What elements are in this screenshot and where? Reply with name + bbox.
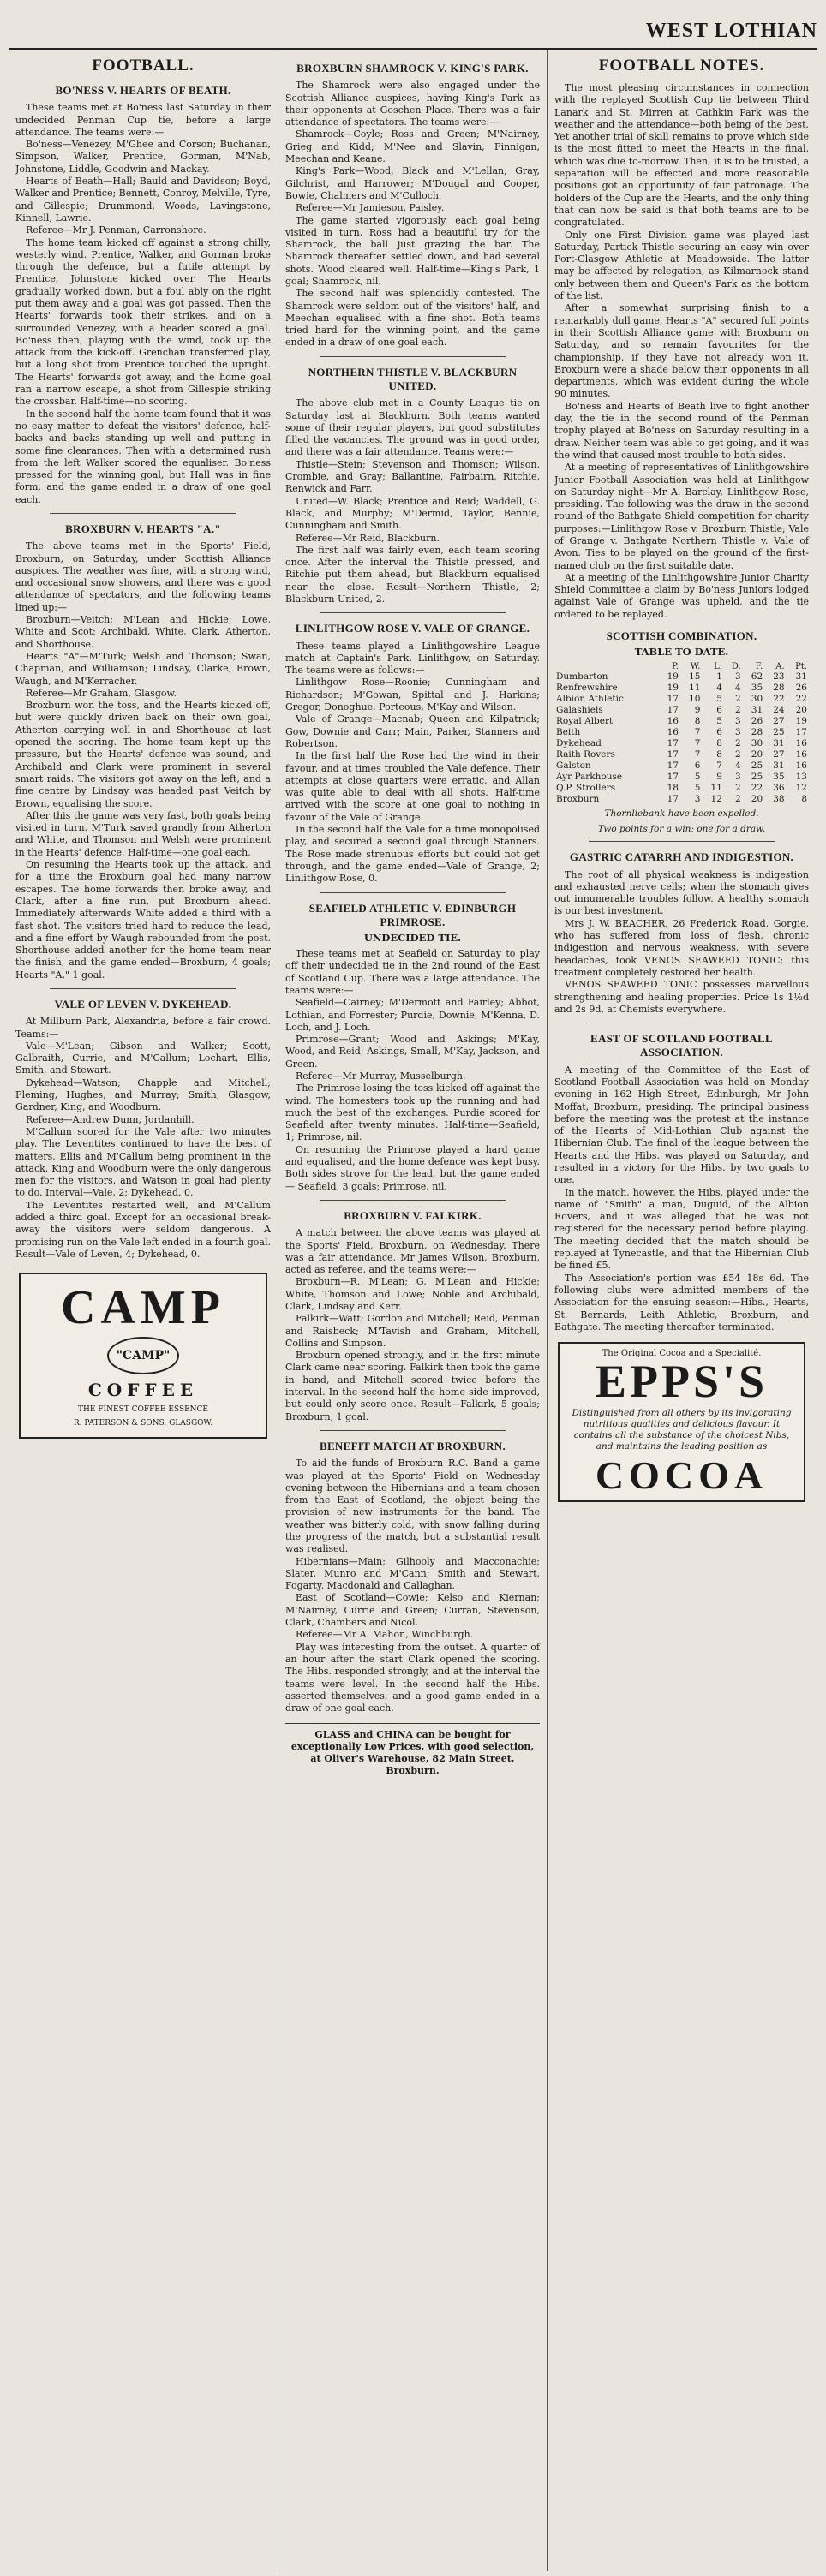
- column-1-articles: [15, 84, 271, 1261]
- article-paragraph: After this the game was very fast, both goals being visited in turn. M'Turk saved grandly from Atherton and White, and Thomson and Welsh were prominent in the Hearts' defence. Half-time—one goal each.: [15, 809, 271, 858]
- stat-cell: 8: [716, 749, 722, 760]
- table-row: [554, 772, 809, 783]
- article: [15, 998, 271, 1261]
- stat-cell: 19: [795, 716, 807, 727]
- divider: [320, 356, 506, 357]
- article-paragraph: At a meeting of the Linlithgowshire Junior Charity Shield Committee a claim by Bo'ness Juniors lodged against Vale of Grange was upheld, and the tie ordered to be replayed.: [554, 571, 809, 620]
- stat-cell: 4: [735, 683, 741, 694]
- stat-cell: 5: [694, 772, 701, 783]
- stat-cell: 35: [751, 683, 763, 694]
- stat-cell: 8: [716, 738, 722, 749]
- article-paragraph: The second half was splendidly contested. The Shamrock were seldom out of the visitors' half, and Meechan equalised with a fine shot. Both teams tried hard for the winning point, and the game ended in a draw of one goal each.: [285, 288, 540, 349]
- advert-brand: EPPS'S: [595, 1356, 769, 1408]
- table-row: [554, 794, 809, 805]
- article-paragraph: These teams met at Seafield on Saturday to play off their undecided tie in the 2nd round of the East of Scotland Cup. There was a large attendance. The teams were:—: [285, 948, 540, 996]
- article-paragraph: Mrs J. W. BEACHER, 26 Frederick Road, Gorgie, who has suffered from loss of flesh, chronic indigestion and nervous weakness, with severe headaches, took VENOS SEAWEED TONIC; this treatment completely restored her health.: [554, 917, 809, 978]
- stat-cell: 17: [795, 727, 807, 738]
- stat-cell: 16: [667, 716, 679, 727]
- stat-cell: 18: [667, 783, 679, 794]
- stat-cell: 31: [773, 738, 785, 749]
- article-paragraph: Referee—Mr J. Penman, Carronshore.: [26, 224, 206, 236]
- article-paragraph: On resuming the Primrose played a hard game and equalised, and the home defence was kept busy. Both sides strove for the lead, but the game ended — Seafield, 3 goals; Primrose, nil.: [285, 1143, 540, 1192]
- gastric-headline: GASTRIC CATARRH AND INDIGESTION.: [569, 850, 794, 864]
- table-header-cell: L.: [714, 662, 722, 672]
- table-header-cell: F.: [755, 662, 763, 672]
- stat-cell: 5: [716, 716, 722, 727]
- advert-maker: R. PATERSON & SONS, GLASGOW.: [73, 1419, 213, 1428]
- league-table-body: [554, 671, 809, 805]
- article-paragraph: Only one First Division game was played last Saturday, Partick Thistle securing an easy win over Port-Glasgow Athletic at Meadowside. The latter may be affected by relegation, as Kilmarnock stand only between them and Queen's Park as the bottom of the list.: [554, 229, 809, 302]
- table-row: [554, 783, 809, 794]
- article-paragraph: Broxburn—R. M'Lean; G. M'Lean and Hickie; White, Thomson and Lowe; Noble and Archibald, Clark, Lindsay and Kerr.: [285, 1276, 540, 1312]
- article: [15, 84, 271, 506]
- article-paragraph: United—W. Black; Prentice and Reid; Waddell, G. Black, and Murphy; M'Dermid, Taylor, Bennie, Cunningham and Smith.: [285, 495, 540, 532]
- table-row: [554, 671, 809, 683]
- divider: [320, 1430, 506, 1431]
- article-paragraph: VENOS SEAWEED TONIC possesses marvellous strengthening and healing properties. Price 1s 1½d and 2s 9d, at Chemists everywhere.: [554, 979, 809, 1015]
- stat-cell: 2: [735, 694, 741, 705]
- article-paragraph: In the first half the Rose had the wind in their favour, and at times troubled the Vale defence. Their attempts at close quarters were erratic, and Allan was quite able to deal with all shots. Half-time arrived with the score at one goal to nothing in favour of the Vale of Grange.: [285, 750, 540, 823]
- stat-cell: 17: [667, 749, 679, 760]
- article: [285, 622, 540, 885]
- stat-cell: 17: [667, 760, 679, 772]
- table-header-cell: A.: [775, 662, 785, 672]
- article-paragraph: After a somewhat surprising finish to a remarkably dull game, Hearts "A" secured full points in their Scottish Alliance game with Broxburn on Saturday, and so remain favourites for the championship, if they have not already won it. Broxburn were a shade below their opponents in all departments, which was evident during the whole 90 minutes.: [554, 302, 809, 400]
- article-paragraph: The Leventites restarted well, and M'Callum added a third goal. Except for an occasional break-away the visitors were seldom dangerous. A promising run on the Vale left ended in a fourth goal. Result—Vale of Leven, 4; Dykehead, 0.: [15, 1199, 271, 1260]
- article: [285, 1209, 540, 1423]
- table-header-cell: Pt.: [795, 662, 807, 672]
- divider: [320, 612, 506, 613]
- stat-cell: 9: [694, 705, 701, 716]
- stat-cell: 22: [751, 783, 763, 794]
- association-body: [554, 1064, 809, 1334]
- table-header-cell: P.: [672, 662, 679, 672]
- stat-cell: 6: [694, 760, 701, 772]
- stat-cell: 25: [751, 772, 763, 783]
- divider: [320, 892, 506, 893]
- article-paragraph: Play was interesting from the outset. A quarter of an hour after the start Clark opened the scoring. The Hibs. responded strongly, and at the interval the teams were level. In the second half the Hibs. asserted themselves, and a good game ended in a draw of one goal each.: [285, 1641, 540, 1714]
- stat-cell: 15: [689, 671, 701, 683]
- article-paragraph: A meeting of the Committee of the East of Scotland Football Association was held on Monday evening in 162 High Street, Edinburgh, Mr John Moffat, Broxburn, presiding. The principal business before the meeting was the protest at the instance of the Hearts of Mid-Lothian Club against the Hibernian Club. The final of the league between the Hearts and the Hibs. was played on Saturday, and resulted in a victory for the Hibs. by two goals to one.: [554, 1064, 809, 1186]
- article-paragraph: King's Park—Wood; Black and M'Lellan; Gray, Gilchrist, and Harrower; M'Dougal and Cooper, Bowie, Chalmers and M'Culloch.: [285, 165, 540, 201]
- stat-cell: 28: [773, 683, 785, 694]
- article-paragraph: The home team kicked off against a strong chilly, westerly wind. Prentice, Walker, and Gorman broke through the defence, but a futile attempt by Prentice, Johnstone kicked over. The Hearts gradually worked down, but a foul ably on the right put them away and a goal was got passed. Then the Hearts' forwards took their strikes, and on a surrounded Venezey, with a header scored a goal. Bo'ness then, playing with the wind, took up the attack from the kick-off. Grenchan transferred play, but a long shot from Prentice touched the upright. The Hearts' forwards got away, and the home goal ran a narrow escape, a shot from Gillespie striking the crossbar. Half-time—no scoring.: [15, 236, 271, 408]
- stat-cell: 4: [716, 683, 722, 694]
- team-name-cell: Renfrewshire: [556, 683, 618, 694]
- article-headline: NORTHERN THISTLE V. BLACKBURN UNITED.: [308, 365, 518, 393]
- columns: [9, 50, 817, 2571]
- article-paragraph: The above club met in a County League tie on Saturday last at Blackburn. Both teams wanted some of their regular players, but good substitutes filled the vacancies. The ground was in good order, and there was a fair attendance. Teams were:—: [285, 397, 540, 458]
- stat-cell: 17: [667, 694, 679, 705]
- team-name-cell: Ayr Parkhouse: [556, 772, 623, 783]
- stat-cell: 7: [694, 749, 701, 760]
- stat-cell: 10: [689, 694, 701, 705]
- table-row: [554, 683, 809, 694]
- glass-china-advert: GLASS and CHINA can be bought for exceptionally Low Prices, with good selection, at Oliver's Warehouse, 82 Main Street, Broxburn.: [285, 1723, 540, 1777]
- stat-cell: 8: [694, 716, 701, 727]
- divider: [50, 513, 236, 514]
- league-note-expelled: Thornliebank have been expelled.: [604, 808, 759, 820]
- team-name-cell: Broxburn: [556, 794, 600, 805]
- article-paragraph: Thistle—Stein; Stevenson and Thomson; Wilson, Crombie, and Gray; Ballantine, Fairbairn, Ritchie, Renwick and Farr.: [285, 458, 540, 495]
- stat-cell: 7: [716, 760, 722, 772]
- stat-cell: 17: [667, 738, 679, 749]
- stat-cell: 2: [735, 749, 741, 760]
- column-2-articles: [285, 62, 540, 1714]
- camp-coffee-advert: [19, 1273, 267, 1439]
- masthead: WEST LOTHIAN: [645, 20, 817, 42]
- team-name-cell: Dykehead: [556, 738, 602, 749]
- article-headline: BROXBURN SHAMROCK V. KING'S PARK.: [296, 62, 529, 75]
- stat-cell: 1: [716, 671, 722, 683]
- stat-cell: 30: [751, 738, 763, 749]
- stat-cell: 17: [667, 772, 679, 783]
- article-paragraph: Broxburn won the toss, and the Hearts kicked off, but were quickly driven back on their own goal, Atherton carrying well in and Shorthouse at last opened the scoring. The home team kept up the pressure, but the Hearts' defence was sound, and Archibald and Clark were prominent in several smart raids. The visitors got away on the left, and a fine centre by Lindsay was headed past Veitch by Brown, equalising the score.: [15, 700, 271, 809]
- article-paragraph: Vale—M'Lean; Gibson and Walker; Scott, Galbraith, Currie, and M'Callum; Lochart, Ellis, Smith, and Stewart.: [15, 1040, 271, 1076]
- stat-cell: 3: [735, 772, 741, 783]
- league-note-points: Two points for a win; one for a draw.: [597, 824, 766, 835]
- stat-cell: 5: [694, 783, 701, 794]
- stat-cell: 16: [795, 749, 807, 760]
- stat-cell: 9: [716, 772, 722, 783]
- stat-cell: 2: [735, 705, 741, 716]
- column-3: [547, 50, 816, 2571]
- stat-cell: 20: [751, 794, 763, 805]
- article-paragraph: In the second half the home team found that it was no easy matter to defeat the visitors' defence, half-backs and backs standing up well and putting in some fine clearances. Then with a determined rush from the left Walker scored the equaliser. Bo'ness pressed for the winning goal, but Hall was in fine form, and the game ended in a draw of one goal each.: [15, 408, 271, 505]
- article-paragraph: Shamrock—Coyle; Ross and Green; M'Nairney, Grieg and Kidd; M'Nee and Slavin, Finnigan, Meechan and Keane.: [285, 128, 540, 165]
- article-paragraph: Referee—Andrew Dunn, Jordanhill.: [26, 1113, 195, 1125]
- stat-cell: 20: [751, 749, 763, 760]
- stat-cell: 30: [751, 694, 763, 705]
- stat-cell: 3: [735, 671, 741, 683]
- divider: [50, 988, 236, 989]
- stat-cell: 36: [773, 783, 785, 794]
- stat-cell: 2: [735, 794, 741, 805]
- stat-cell: 2: [735, 738, 741, 749]
- stat-cell: 13: [795, 772, 807, 783]
- article-paragraph: M'Callum scored for the Vale after two minutes play. The Leventites continued to have the best of matters, Ellis and M'Callum being prominent in the attack. King and Woodburn were the only dangerous men for the visitors, and Watson in goal had plenty to do. Interval—Vale, 2; Dykehead, 0.: [15, 1125, 271, 1199]
- team-name-cell: Dumbarton: [556, 671, 608, 683]
- stat-cell: 38: [773, 794, 785, 805]
- stat-cell: 25: [751, 760, 763, 772]
- stat-cell: 31: [795, 671, 807, 683]
- article-paragraph: The Association's portion was £54 18s 6d. The following clubs were admitted members of the Association for the ensuing season:—Hibs., Hearts, St. Bernards, Leith Athletic, Broxburn, and Bathgate. The meeting thereafter terminated.: [554, 1272, 809, 1333]
- stat-cell: 12: [795, 783, 807, 794]
- article-paragraph: On resuming the Hearts took up the attack, and for a time the Broxburn goal had many narrow escapes. The home forwards then broke away, and Clark, after a fine run, put Broxburn ahead. Immediately afterwards White added a third with a fast shot. The visitors tried hard to reduce the lead, and a fine effort by Waugh rebounded from the post. Shorthouse added another for the home team near the finish, and the game ended—Broxburn, 4 goals; Hearts "A," 1 goal.: [15, 859, 271, 981]
- article-headline: SEAFIELD ATHLETIC V. EDINBURGH PRIMROSE.: [308, 901, 517, 928]
- stat-cell: 6: [716, 727, 722, 738]
- article-paragraph: Bo'ness and Hearts of Beath live to fight another day, the tie in the second round of the Penman trophy played at Bo'ness on Saturday resulting in a draw. Neither team was able to get going, and it was the wind that caused most trouble to both sides.: [554, 400, 809, 461]
- article: [285, 1440, 540, 1714]
- column-1: [9, 50, 278, 2571]
- advert-description: Distinguished from all others by its invigorating nutritious qualities and delicious flavour. It contains all the substance of the choicest Nibs, and maintains the leading position as: [572, 1408, 792, 1452]
- epps-cocoa-advert: [558, 1342, 805, 1502]
- table-row: [554, 727, 809, 738]
- article-paragraph: Bo'ness—Venezey, M'Ghee and Corson; Buchanan, Simpson, Walker, Prentice, Gorman, M'Nab, Johnstone, Liddle, Goodwin and Mackay.: [15, 139, 271, 175]
- stat-cell: 31: [751, 705, 763, 716]
- table-row: [554, 749, 809, 760]
- stat-cell: 16: [667, 727, 679, 738]
- stat-cell: 25: [773, 727, 785, 738]
- table-row: [554, 705, 809, 716]
- article-headline: VALE OF LEVEN V. DYKEHEAD.: [54, 997, 232, 1011]
- stat-cell: 24: [773, 705, 785, 716]
- article-paragraph: To aid the funds of Broxburn R.C. Band a game was played at the Sports' Field on Wednesday evening between the Hibernians and a team chosen from the East of Scotland, the object being the provision of new instruments for the band. The weather was bitterly cold, with snow falling during the progress of the match, but a substantial result was realised.: [285, 1458, 540, 1555]
- stat-cell: 16: [795, 760, 807, 772]
- team-name-cell: Albion Athletic: [556, 694, 624, 705]
- article-paragraph: The game started vigorously, each goal being visited in turn. Ross had a beautiful try for the Shamrock, the ball just grazing the bar. The Shamrock thereafter settled down, and had several shots. Wood cleared well. Half-time—King's Park, 1 goal; Shamrock, nil.: [285, 214, 540, 287]
- stat-cell: 17: [667, 705, 679, 716]
- article-paragraph: The first half was fairly even, each team scoring once. After the interval the Thistle pressed, and Ritchie put them ahead, but Blackburn equalised near the close. Result—Northern Thistle, 2; Blackburn United, 2.: [285, 544, 540, 605]
- stat-cell: 20: [795, 705, 807, 716]
- article-paragraph: Referee—Mr Graham, Glasgow.: [26, 687, 177, 699]
- stat-cell: 8: [801, 794, 807, 805]
- stat-cell: 31: [773, 760, 785, 772]
- gastric-body: [554, 869, 809, 1017]
- team-name-cell: Raith Rovers: [556, 749, 615, 760]
- stat-cell: 2: [735, 783, 741, 794]
- article-paragraph: Hearts of Beath—Hall; Bauld and Davidson; Boyd, Walker and Prentice; Bennett, Conroy, Melville, Tyre, and Gillespie; Drummond, Woods, Lavingstone, Kinnell, Lawrie.: [15, 176, 271, 224]
- article-headline: BENEFIT MATCH AT BROXBURN.: [319, 1439, 506, 1452]
- article-paragraph: Dykehead—Watson; Chapple and Mitchell; Fleming, Hughes, and Murray; Smith, Glasgow, Gardner, King, and Woodburn.: [15, 1076, 271, 1113]
- stat-cell: 7: [694, 727, 701, 738]
- association-headline: EAST OF SCOTLAND FOOTBALL ASSOCIATION.: [590, 1032, 774, 1059]
- stat-cell: 3: [694, 794, 701, 805]
- article-headline: BO'NESS V. HEARTS OF BEATH.: [55, 84, 231, 97]
- table-header-cell: W.: [690, 662, 701, 672]
- article-paragraph: At a meeting of representatives of Linlithgowshire Junior Football Association was held at Linlithgow on Saturday night—Mr A. Barclay, Linlithgow Rose, presiding. The following was the draw in the second round of the Bathgate Shield competition for charity purposes:—Linlithgow Rose v. Broxburn Thistle; Vale of Grange v. Bathgate Northern Thistle v. Vale of Avon. Ties to be played on the ground of the first-named club on the first suitable date.: [554, 462, 809, 571]
- article-paragraph: The Shamrock were also engaged under the Scottish Alliance auspices, having King's Park as their opponents at Goschen Place. There was a fair attendance of spectators. The teams were:—: [285, 80, 540, 128]
- table-row: [554, 760, 809, 772]
- article-paragraph: In the match, however, the Hibs. played under the name of "Smith" a man, Duguid, of the Albion Rovers, and it was alleged that he was not registered for the necessary period before playing. The meeting decided that the match should be replayed at Tynecastle, and that the Hibernian Club be fined £5.: [554, 1186, 809, 1272]
- article-paragraph: Hibernians—Main; Gilhooly and Macconachie; Slater, Munro and M'Cann; Smith and Stewart, Fogarty, Macdonald and Callaghan.: [285, 1555, 540, 1592]
- article: [285, 902, 540, 1193]
- stat-cell: 11: [689, 683, 701, 694]
- article: [285, 62, 540, 349]
- article-paragraph: East of Scotland—Cowie; Kelso and Kiernan; M'Nairney, Currie and Green; Curran, Stevenson, Clark, Chambers and Nicol.: [285, 1592, 540, 1629]
- article-paragraph: The most pleasing circumstances in connection with the replayed Scottish Cup tie between Third Lanark and St. Mirren at Cathkin Park was the weather and the attendance—both being of the best. Yet another trial of skill remains to prove which side is the most fitted to meet the Hearts in the final, which was due to-morrow. Then, it is to be trusted, a separation will be effected and more reasonable positions got an opportunity of fair patronage. The holders of the Cup are the Hearts, and the only thing that can now be said is that both teams are to be congratulated.: [554, 82, 810, 229]
- table-row: [554, 694, 809, 705]
- article-paragraph: Referee—Mr Jamieson, Paisley.: [296, 202, 445, 214]
- article: [15, 522, 271, 981]
- stat-cell: 35: [773, 772, 785, 783]
- advert-brand: CAMP: [61, 1281, 225, 1335]
- article-paragraph: Vale of Grange—Macnab; Queen and Kilpatrick; Gow, Downie and Carr; Main, Parker, Stanners and Robertson.: [285, 713, 540, 749]
- advert-lead: The Original Cocoa and a Specialité.: [602, 1349, 762, 1359]
- article-paragraph: The above teams met in the Sports' Field, Broxburn, on Saturday, under Scottish Alliance auspices. The weather was fine, with a strong wind, and occasional snow showers, and there was a good attendance of spectators, and the following teams lined up:—: [15, 540, 271, 613]
- stat-cell: 5: [716, 694, 722, 705]
- stat-cell: 7: [694, 738, 701, 749]
- stat-cell: 26: [795, 683, 807, 694]
- article-paragraph: A match between the above teams was played at the Sports' Field, Broxburn, on Wednesday. There was a fair attendance. Mr James Wilson, Broxburn, acted as referee, and the teams were:—: [285, 1227, 540, 1276]
- advert-tagline: THE FINEST COFFEE ESSENCE: [78, 1405, 208, 1415]
- stat-cell: 11: [710, 783, 722, 794]
- advert-badge: "CAMP": [107, 1337, 179, 1374]
- article-paragraph: Broxburn—Veitch; M'Lean and Hickie; Lowe, White and Scot; Archibald, White, Clark, Atherton, and Shorthouse.: [15, 614, 271, 650]
- stat-cell: 12: [710, 794, 722, 805]
- article-paragraph: Broxburn opened strongly, and in the first minute Clark came near scoring. Falkirk then took the game in hand, and Mitchell scored twice before the interval. In the second half the home side improved, but could only score once. Result—Falkirk, 5 goals; Broxburn, 1 goal.: [285, 1350, 540, 1422]
- stat-cell: 23: [773, 671, 785, 683]
- stat-cell: 3: [735, 727, 741, 738]
- article-subheading: UNDECIDED TIE.: [363, 932, 462, 945]
- section-title-football-notes: FOOTBALL NOTES.: [598, 57, 765, 75]
- article: [285, 366, 540, 606]
- stat-cell: 22: [795, 694, 807, 705]
- stat-cell: 3: [735, 716, 741, 727]
- article-paragraph: The root of all physical weakness is indigestion and exhausted nerve cells; when the stomach gives out innumerable troubles follow. A healthy stomach is our best investment.: [554, 868, 809, 917]
- stat-cell: 19: [667, 683, 679, 694]
- league-table-header: [554, 662, 809, 671]
- stat-cell: 16: [795, 738, 807, 749]
- article-headline: LINLITHGOW ROSE V. VALE OF GRANGE.: [295, 622, 530, 635]
- article-headline: BROXBURN V. FALKIRK.: [344, 1208, 482, 1222]
- stat-cell: 27: [773, 716, 785, 727]
- league-table-subtitle: TABLE TO DATE.: [634, 646, 729, 659]
- article-paragraph: At Millburn Park, Alexandria, before a fair crowd. Teams:—: [15, 1016, 271, 1040]
- team-name-cell: Beith: [556, 727, 581, 738]
- table-header-cell: D.: [731, 662, 741, 672]
- stat-cell: 19: [667, 671, 679, 683]
- team-name-cell: Royal Albert: [556, 716, 614, 727]
- article-paragraph: Falkirk—Watt; Gordon and Mitchell; Reid, Penman and Raisbeck; M'Tavish and Graham, Mitchell, Collins and Simpson.: [285, 1313, 540, 1349]
- team-name-cell: Galston: [556, 760, 591, 772]
- section-title-football: FOOTBALL.: [92, 57, 195, 75]
- stat-cell: 28: [751, 727, 763, 738]
- table-row: [554, 738, 809, 749]
- advert-product: COCOA: [595, 1453, 769, 1498]
- divider: [589, 841, 775, 842]
- article-paragraph: The Primrose losing the toss kicked off against the wind. The homesters took up the running and had much the best of the exchanges. Purdie scored for Seafield after twenty minutes. Half-time—Seafield, 1; Primrose, nil.: [285, 1082, 540, 1143]
- page-header: [9, 0, 817, 50]
- stat-cell: 4: [735, 760, 741, 772]
- stat-cell: 27: [773, 749, 785, 760]
- advert-product: COFFEE: [87, 1380, 199, 1401]
- stat-cell: 17: [667, 794, 679, 805]
- article-paragraph: In the second half the Vale for a time monopolised play, and secured a second goal through Stanners. The Rose made strenuous efforts but could not get through, and the game ended—Vale of Grange, 2; Linlithgow Rose, 0.: [285, 824, 540, 885]
- team-name-cell: Galashiels: [556, 705, 603, 716]
- table-header-cell: [554, 662, 659, 671]
- article-paragraph: Referee—Mr A. Mahon, Winchburgh.: [296, 1629, 474, 1641]
- league-table: [554, 662, 809, 805]
- article-paragraph: Hearts "A"—M'Turk; Welsh and Thomson; Swan, Chapman, and Williamson; Lindsay, Clarke, Brown, Waugh, and M'Kerracher.: [15, 650, 271, 687]
- stat-cell: 6: [716, 705, 722, 716]
- article-headline: BROXBURN V. HEARTS "A.": [65, 522, 221, 536]
- stat-cell: 22: [773, 694, 785, 705]
- article-paragraph: Referee—Mr Reid, Blackburn.: [296, 532, 440, 544]
- table-row: [554, 716, 809, 727]
- article-paragraph: These teams played a Linlithgowshire League match at Captain's Park, Linlithgow, on Saturday. The teams were as follows:—: [285, 640, 540, 677]
- article-paragraph: Primrose—Grant; Wood and Askings; M'Kay, Wood, and Reid; Askings, Small, M'Kay, Jackson, and Green.: [285, 1034, 540, 1070]
- column-2: [278, 50, 547, 2571]
- stat-cell: 26: [751, 716, 763, 727]
- divider: [320, 1200, 506, 1201]
- article-paragraph: These teams met at Bo'ness last Saturday in their undecided Penman Cup tie, before a large attendance. The teams were:—: [15, 102, 271, 138]
- stat-cell: 62: [751, 671, 763, 683]
- article-paragraph: Seafield—Cairney; M'Dermott and Fairley; Abbot, Lothian, and Forrester; Purdie, Downie, M'Kenna, D. Loch, and J. Loch.: [285, 997, 540, 1033]
- league-table-title: SCOTTISH COMBINATION.: [606, 629, 757, 643]
- article-paragraph: Referee—Mr Murray, Musselburgh.: [296, 1070, 466, 1082]
- football-notes-body: [554, 82, 809, 621]
- article-paragraph: Linlithgow Rose—Roonie; Cunningham and Richardson; M'Gowan, Spittal and J. Harkins; Gregor, Donoghue, Porteous, M'Kay and Wilson.: [285, 677, 540, 713]
- team-name-cell: Q.P. Strollers: [556, 783, 616, 794]
